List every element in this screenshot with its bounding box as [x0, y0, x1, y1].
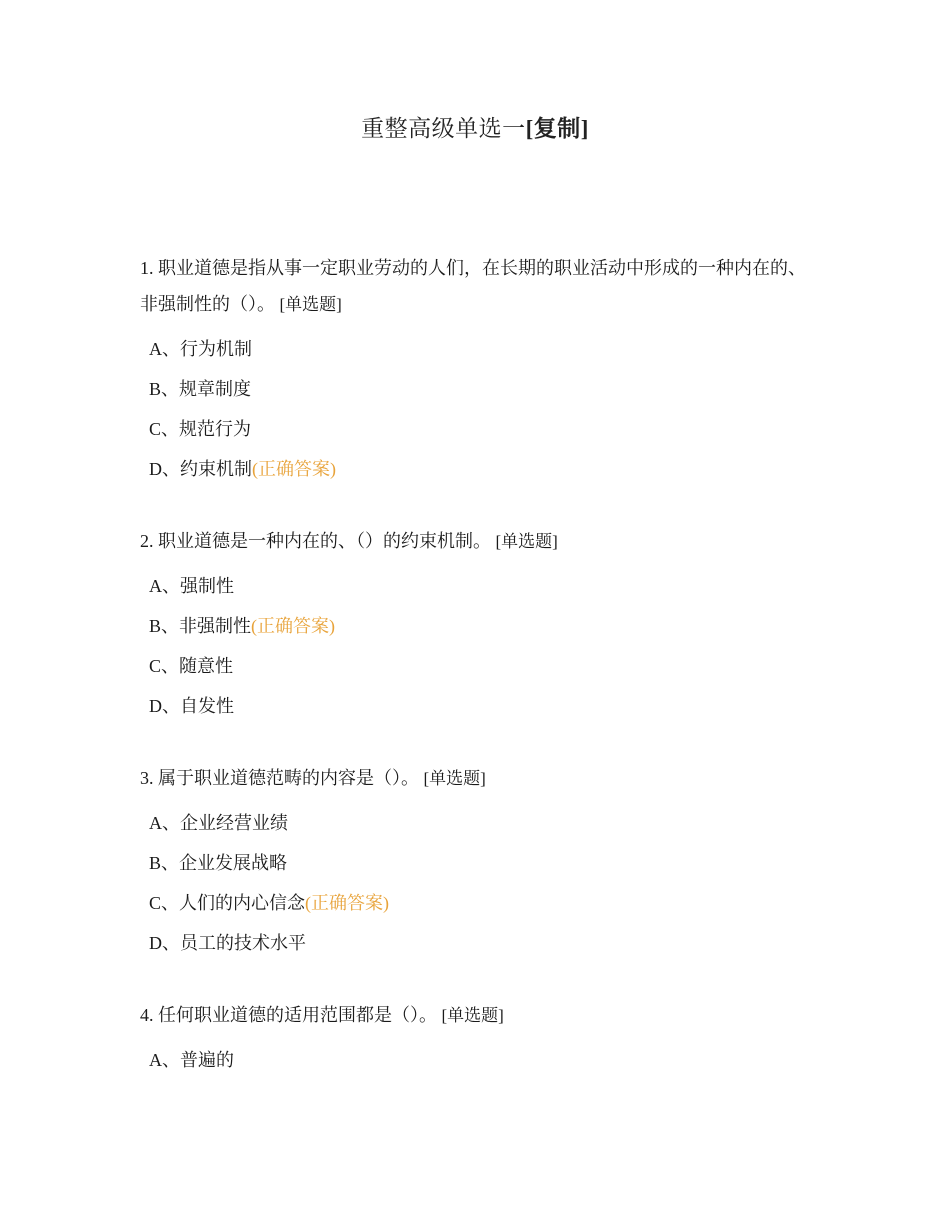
option-label: B、规章制度 — [149, 379, 252, 399]
option-label: B、非强制性 — [149, 616, 252, 636]
option-label: D、约束机制 — [149, 459, 252, 479]
option-a — [140, 329, 820, 369]
question-stem — [140, 760, 820, 797]
question-stem — [140, 250, 820, 323]
correct-answer-mark: (正确答案) — [251, 616, 336, 636]
option-label: C、人们的内心信念 — [149, 893, 306, 913]
option-b — [140, 369, 820, 409]
option-label: A、强制性 — [149, 576, 234, 596]
question-type-tag: [单选题] — [279, 295, 342, 314]
option-c — [140, 883, 820, 923]
question-text: 4. 任何职业道德的适用范围都是（）。 — [140, 1005, 437, 1025]
option-label: B、企业发展战略 — [149, 853, 288, 873]
question-text: 1. 职业道德是指从事一定职业劳动的人们，在长期的职业活动中形成的一种内在的、非强制性的（）。 — [140, 258, 806, 314]
question-2 — [140, 523, 820, 726]
title-text: 重整高级单选一 — [361, 116, 526, 141]
copy-tag: [复制] — [525, 116, 589, 141]
option-a — [140, 1040, 820, 1080]
option-d — [140, 686, 820, 726]
question-3 — [140, 760, 820, 963]
option-a — [140, 803, 820, 843]
question-1 — [140, 250, 820, 489]
option-label: A、普遍的 — [149, 1050, 234, 1070]
question-list — [140, 250, 820, 1114]
question-text: 2. 职业道德是一种内在的、（）的约束机制。 — [140, 531, 491, 551]
option-label: C、规范行为 — [149, 419, 252, 439]
option-d — [140, 923, 820, 963]
question-stem — [140, 523, 820, 560]
option-c — [140, 409, 820, 449]
correct-answer-mark: (正确答案) — [252, 459, 336, 479]
question-type-tag: [单选题] — [495, 532, 558, 551]
question-4 — [140, 997, 820, 1080]
question-type-tag: [单选题] — [423, 769, 486, 788]
option-label: C、随意性 — [149, 656, 234, 676]
option-a — [140, 566, 820, 606]
question-type-tag: [单选题] — [441, 1006, 504, 1025]
question-stem — [140, 997, 820, 1034]
option-label: A、行为机制 — [149, 339, 252, 359]
option-d — [140, 449, 820, 489]
option-b — [140, 606, 820, 646]
correct-answer-mark: (正确答案) — [305, 893, 390, 913]
option-b — [140, 843, 820, 883]
option-label: D、员工的技术水平 — [149, 933, 306, 953]
option-label: D、自发性 — [149, 696, 234, 716]
page-title — [0, 110, 950, 143]
question-text: 3. 属于职业道德范畴的内容是（）。 — [140, 768, 419, 788]
option-label: A、企业经营业绩 — [149, 813, 288, 833]
option-c — [140, 646, 820, 686]
